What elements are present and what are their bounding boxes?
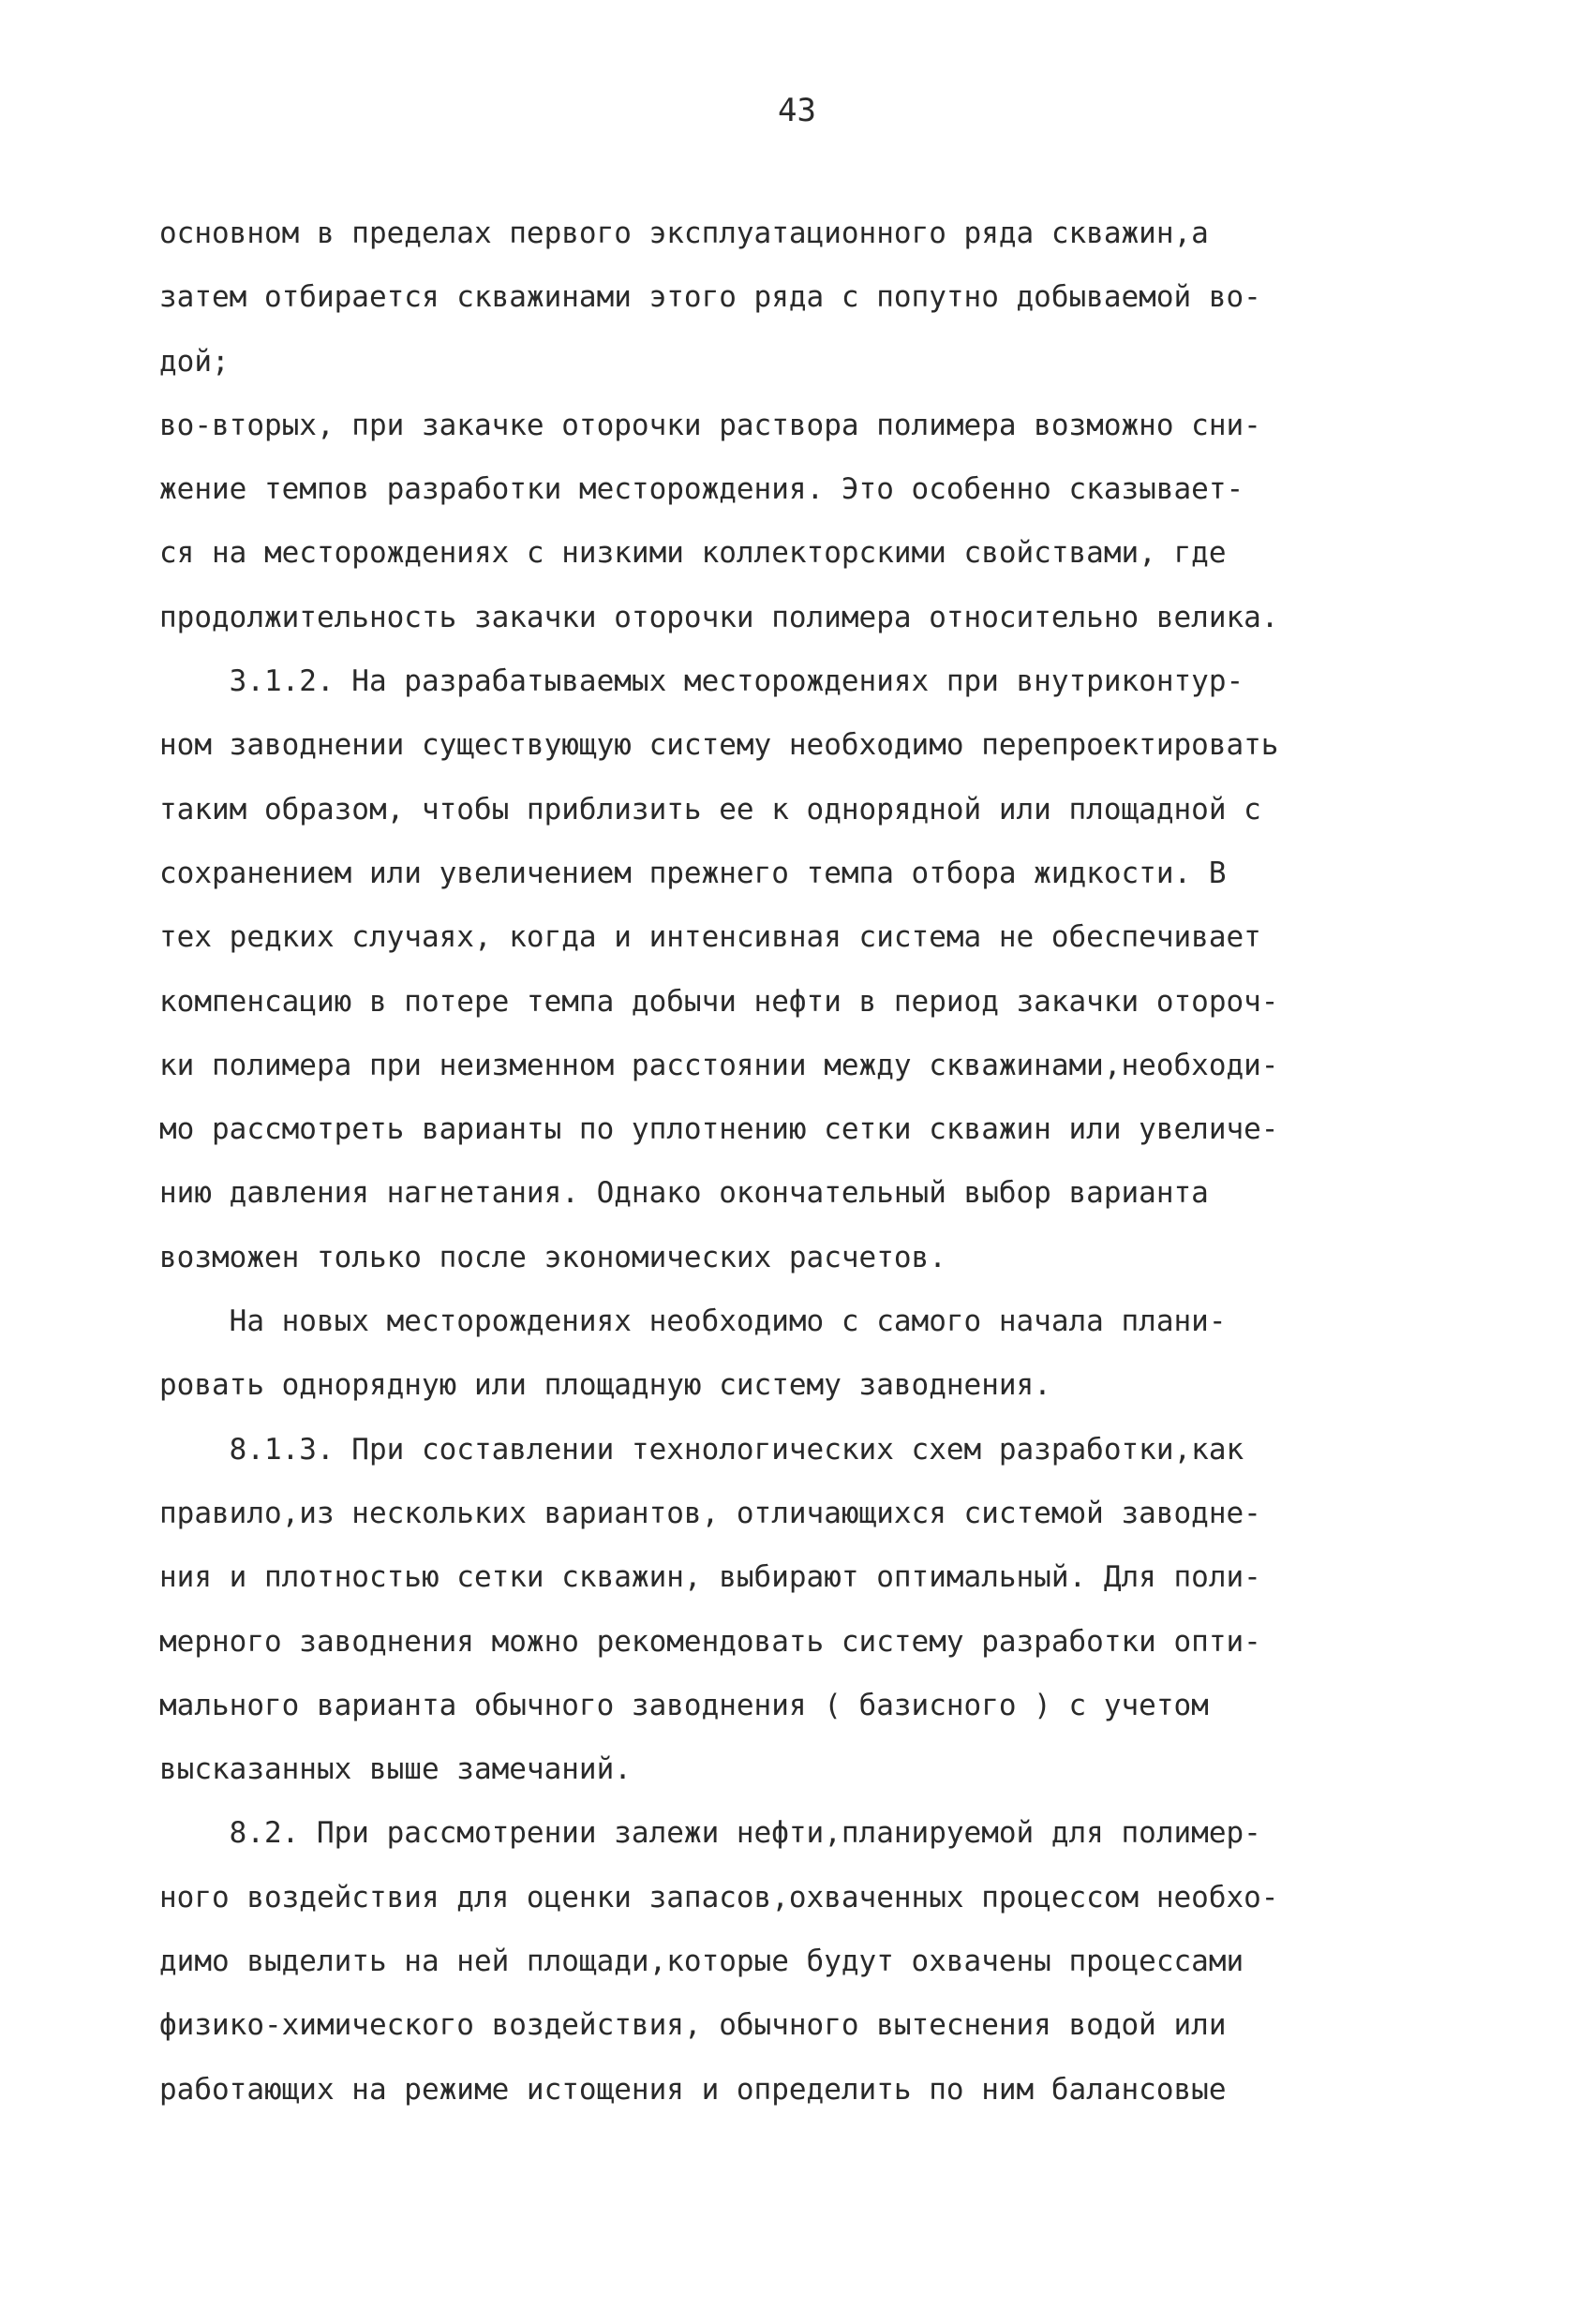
text-line: мального варианта обычного заводнения ( базисного ) с учетом (159, 1688, 1209, 1722)
text-line: жение темпов разработки месторождения. Это особенно сказывает- (159, 472, 1244, 507)
text-line: На новых месторождениях необходимо с самого начала плани- (159, 1304, 1227, 1339)
text-line: правило,из нескольких вариантов, отличающихся системой заводне- (159, 1496, 1261, 1530)
text-line: основном в пределах первого эксплуатационного ряда скважин,а (159, 216, 1209, 250)
text-line: сохранением или увеличением прежнего темпа отбора жидкости. В (159, 856, 1227, 890)
text-line: нию давления нагнетания. Однако окончательный выбор варианта (159, 1176, 1209, 1211)
text-line: 8.2. При рассмотрении залежи нефти,планируемой для полимер- (159, 1816, 1261, 1851)
body-text (159, 201, 1452, 2122)
text-line: работающих на режиме истощения и определить по ним балансовые (159, 2072, 1227, 2107)
text-line: 3.1.2. На разрабатываемых месторождениях при внутриконтур- (159, 664, 1244, 699)
text-line: затем отбирается скважинами этого ряда с попутно добываемой во- (159, 280, 1261, 315)
page-number: 43 (778, 92, 816, 129)
text-line: ровать однорядную или площадную систему заводнения. (159, 1368, 1051, 1403)
text-line: ного воздействия для оценки запасов,охваченных процессом необхо- (159, 1880, 1279, 1914)
text-line: ния и плотностью сетки скважин, выбирают оптимальный. Для поли- (159, 1560, 1261, 1595)
text-line: таким образом, чтобы приблизить ее к однорядной или площадной с (159, 792, 1261, 827)
text-line: продолжительность закачки оторочки полимера относительно велика. (159, 600, 1279, 634)
text-line: димо выделить на ней площади,которые будут охвачены процессами (159, 1944, 1244, 1979)
text-line: тех редких случаях, когда и интенсивная система не обеспечивает (159, 920, 1261, 955)
text-line: физико-химического воздействия, обычного вытеснения водой или (159, 2008, 1227, 2043)
text-line: во-вторых, при закачке оторочки раствора полимера возможно сни- (159, 408, 1261, 442)
text-line: возможен только после экономических расчетов. (159, 1240, 946, 1274)
text-line: дой; (159, 344, 230, 379)
text-line: ся на месторождениях с низкими коллекторскими свойствами, где (159, 536, 1227, 571)
text-line: мо рассмотреть варианты по уплотнению сетки скважин или увеличе- (159, 1112, 1279, 1147)
text-line: ки полимера при неизменном расстоянии между скважинами,необходи- (159, 1048, 1279, 1082)
text-line: мерного заводнения можно рекомендовать систему разработки опти- (159, 1624, 1261, 1659)
text-line: ном заводнении существующую систему необходимо перепроектировать (159, 728, 1279, 763)
text-line: компенсацию в потере темпа добычи нефти в период закачки отороч- (159, 984, 1279, 1019)
text-line: 8.1.3. При составлении технологических схем разработки,как (159, 1432, 1244, 1467)
text-line: высказанных выше замечаний. (159, 1752, 632, 1787)
